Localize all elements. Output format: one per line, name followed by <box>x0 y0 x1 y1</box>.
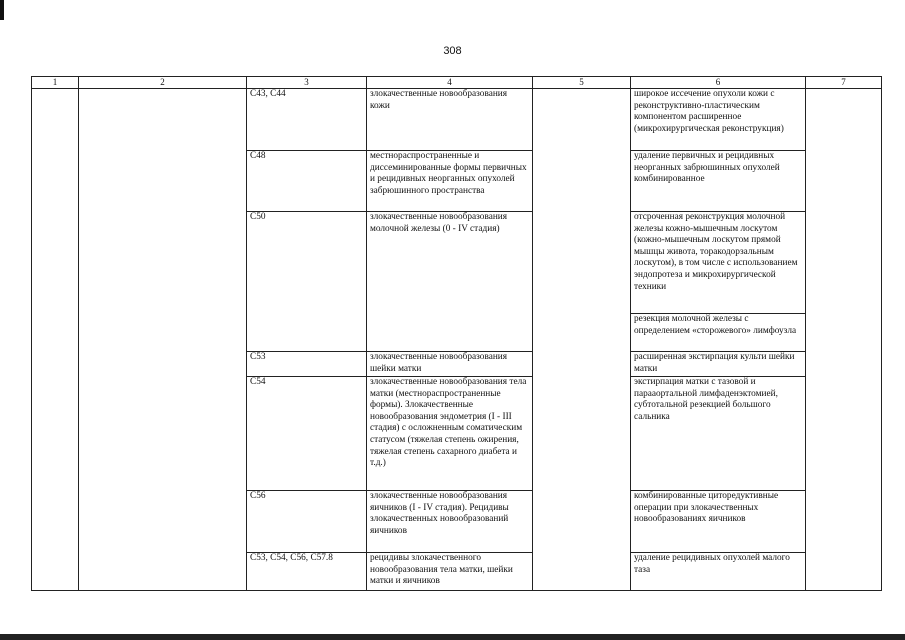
column-number: 1 <box>32 77 79 89</box>
diagnosis-cell: рецидивы злокачественного новообразования тела матки, шейки матки и яичников <box>367 553 533 591</box>
treatment-cell: расширенная экстирпация культи шейки матки <box>631 352 806 377</box>
scan-edge-mark <box>0 0 4 20</box>
treatment-cell: комбинированные циторедуктивные операции при злокачественных новообразованиях яичников <box>631 491 806 553</box>
treatment-cell: экстирпация матки с тазовой и парааортальной лимфаденэктомией, субтотальной резекцией большого сальника <box>631 377 806 491</box>
diagnosis-cell: злокачественные новообразования тела матки (местнораспространенные формы). Злокачественные новообразования эндометрия (I - III стадия) с осложненным соматическим статусом (тяжелая степень ожирения, тяжелая степень сахарного диабета и т.д.) <box>367 377 533 491</box>
scan-bottom-edge <box>0 634 905 640</box>
blank-cell-col7 <box>806 89 882 591</box>
icd-codes-cell: C48 <box>247 151 367 212</box>
procedures-table <box>31 76 882 591</box>
diagnosis-cell: злокачественные новообразования кожи <box>367 89 533 151</box>
diagnosis-cell: злокачественные новообразования яичников (I - IV стадия). Рецидивы злокачественных новообразований яичников <box>367 491 533 553</box>
diagnosis-cell: злокачественные новообразования шейки матки <box>367 352 533 377</box>
page-number: 308 <box>443 45 462 57</box>
column-number: 5 <box>533 77 631 89</box>
column-number: 3 <box>247 77 367 89</box>
treatment-cell: отсроченная реконструкция молочной железы кожно-мышечным лоскутом (кожно-мышечным лоскутом прямой мышцы живота, торакодорзальным лоскутом), в том числе с использованием эндопротеза и микрохирургической техники <box>631 212 806 314</box>
treatment-cell: резекция молочной железы с определением «сторожевого» лимфоузла <box>631 314 806 352</box>
diagnosis-cell: местнораспространенные и диссеминированные формы первичных и рецидивных неорганных опухолей забрюшинного пространства <box>367 151 533 212</box>
blank-cell-col2 <box>79 89 247 591</box>
icd-codes-cell: C53 <box>247 352 367 377</box>
column-number: 2 <box>79 77 247 89</box>
treatment-cell: удаление первичных и рецидивных неорганных забрюшинных опухолей комбинированное <box>631 151 806 212</box>
column-number: 6 <box>631 77 806 89</box>
column-number: 7 <box>806 77 882 89</box>
blank-cell-col5 <box>533 89 631 591</box>
diagnosis-cell: злокачественные новообразования молочной железы (0 - IV стадия) <box>367 212 533 352</box>
blank-cell-col1 <box>32 89 79 591</box>
treatment-cell: удаление рецидивных опухолей малого таза <box>631 553 806 591</box>
icd-codes-cell: C53, C54, C56, C57.8 <box>247 553 367 591</box>
icd-codes-cell: C50 <box>247 212 367 352</box>
icd-codes-cell: C43, C44 <box>247 89 367 151</box>
column-number: 4 <box>367 77 533 89</box>
treatment-cell: широкое иссечение опухоли кожи с реконструктивно-пластическим компонентом расширенное (микрохирургическая реконструкция) <box>631 89 806 151</box>
icd-codes-cell: C54 <box>247 377 367 491</box>
icd-codes-cell: C56 <box>247 491 367 553</box>
table-row <box>32 89 882 151</box>
column-number-row <box>32 77 882 89</box>
